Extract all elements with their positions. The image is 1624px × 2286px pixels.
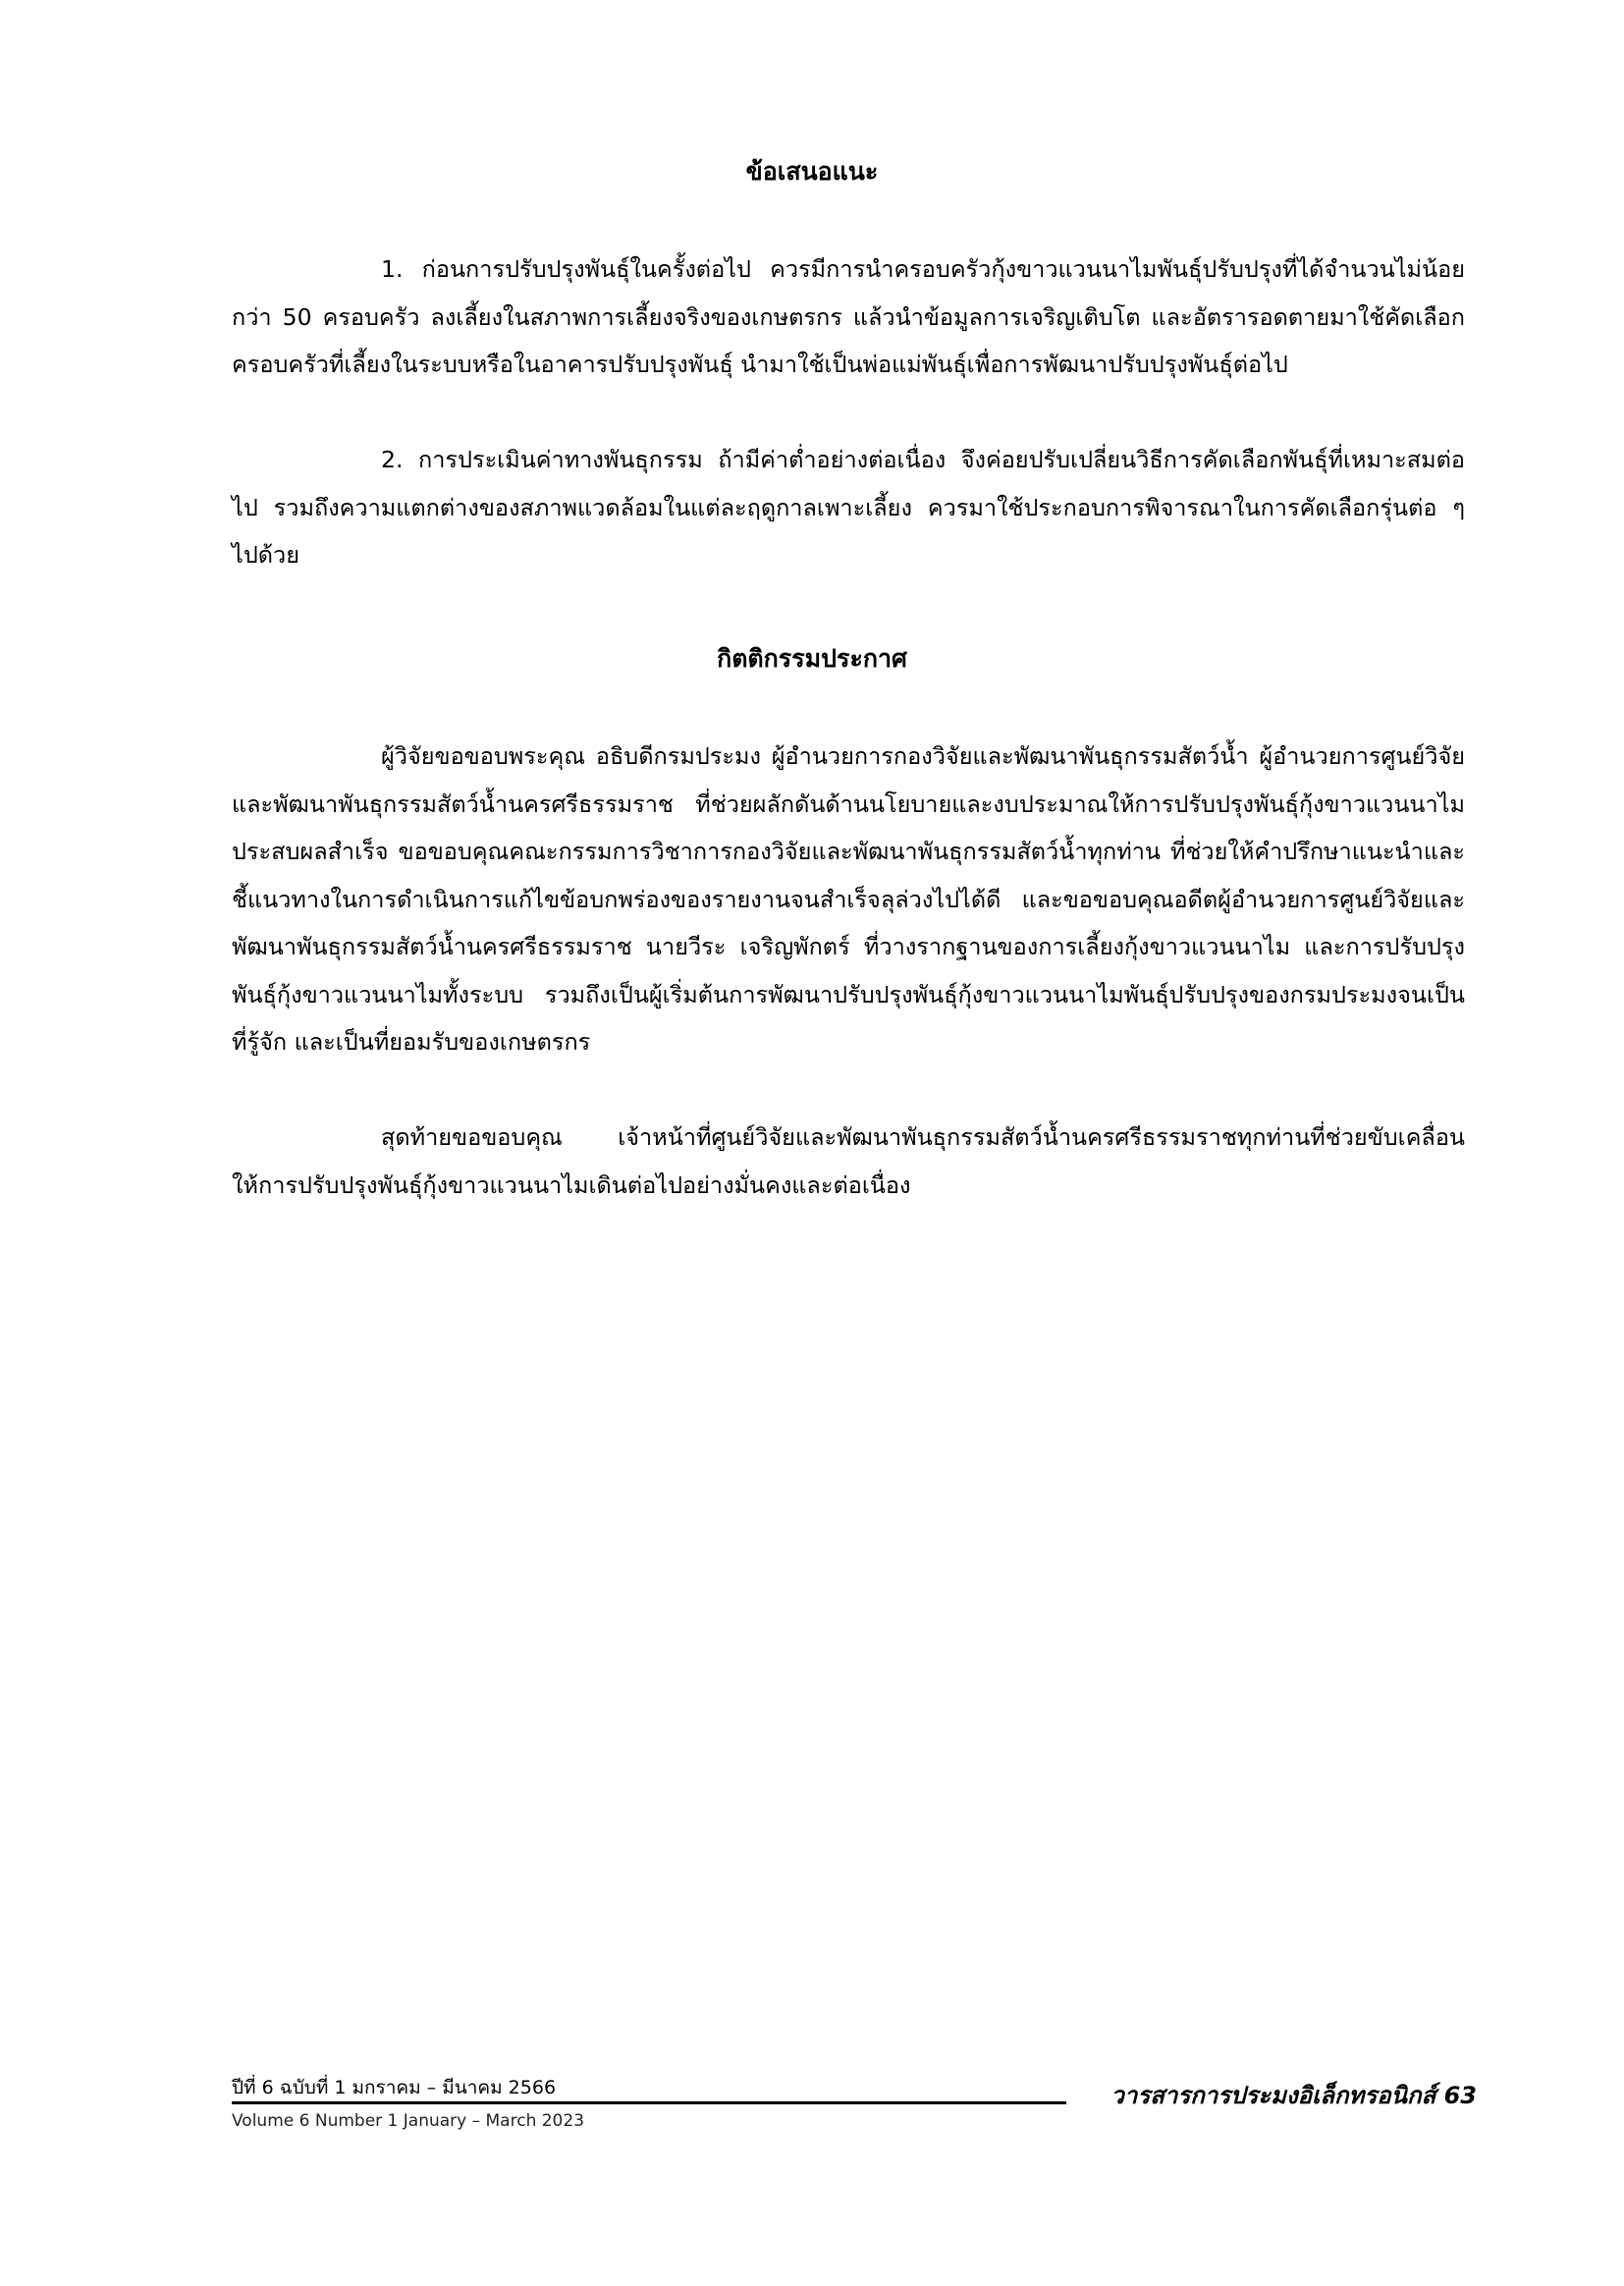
recommendation-item-2: 2. การประเมินค่าทางพันธุกรรม ถ้ามีค่าต่ำอย่างต่อเนื่อง จึงค่อยปรับเปลี่ยนวิธีการคัดเลือกพันธุ์ที่เหมาะสมต่อไป รวมถึงความแตกต่างของสภาพแวดล้อมในแต่ละฤดูกาลเพาะเลี้ยง ควรมาใช้ประกอบการพิจารณาในการคัดเลือกรุ่นต่อ ๆ ไปด้วย <box>232 446 1465 569</box>
footer-issue-english: Volume 6 Number 1 January – March 2023 <box>232 2111 585 2131</box>
footer-issue-thai: ปีที่ 6 ฉบับที่ 1 มกราคม – มีนาคม 2566 <box>232 2077 557 2098</box>
footer-divider <box>232 2101 1066 2104</box>
recommendation-item-1: 1. ก่อนการปรับปรุงพันธุ์ในครั้งต่อไป ควรมีการนำครอบครัวกุ้งขาวแวนนาไมพันธุ์ปรับปรุงที่ได้จำนวนไม่น้อยกว่า 50 ครอบครัว ลงเลี้ยงในสภาพการเลี้ยงจริงของเกษตรกร แล้วนำข้อมูลการเจริญเติบโต และอัตรารอดตายมาใช้คัดเลือกครอบครัวที่เลี้ยงในระบบหรือในอาคารปรับปรุงพันธุ์ นำมาใช้เป็นพ่อแม่พันธุ์เพื่อการพัฒนาปรับปรุงพันธุ์ต่อไป <box>232 255 1465 378</box>
acknowledgement-heading: กิตติกรรมประกาศ <box>717 644 907 673</box>
acknowledgement-paragraph-2: สุดท้ายขอขอบคุณ เจ้าหน้าที่ศูนย์วิจัยและพัฒนาพันธุกรรมสัตว์น้ำนครศรีธรรมราชทุกท่านที่ช่วยขับเคลื่อนให้การปรับปรุงพันธุ์กุ้งขาวแวนนาไมเดินต่อไปอย่างมั่นคงและต่อเนื่อง <box>232 1123 1465 1199</box>
recommendations-heading: ข้อเสนอแนะ <box>745 157 879 186</box>
acknowledgement-paragraph-1: ผู้วิจัยขอขอบพระคุณ อธิบดีกรมประมง ผู้อำนวยการกองวิจัยและพัฒนาพันธุกรรมสัตว์น้ำ ผู้อำนวยการศูนย์วิจัยและพัฒนาพันธุกรรมสัตว์น้ำนครศรีธรรมราช ที่ช่วยผลักดันด้านนโยบายและงบประมาณให้การปรับปรุงพันธุ์กุ้งขาวแวนนาไมประสบผลสำเร็จ ขอขอบคุณคณะกรรมการวิชาการกองวิจัยและพัฒนาพันธุกรรมสัตว์น้ำทุกท่าน ที่ช่วยให้คำปรึกษาแนะนำและชี้แนวทางในการดำเนินการแก้ไขข้อบกพร่องของรายงานจนสำเร็จลุล่วงไปได้ดี และขอขอบคุณอดีตผู้อำนวยการศูนย์วิจัยและพัฒนาพันธุกรรมสัตว์น้ำนครศรีธรรมราช นายวีระ เจริญพักตร์ ที่วางรากฐานของการเลี้ยงกุ้งขาวแวนนาไม และการปรับปรุงพันธุ์กุ้งขาวแวนนาไมทั้งระบบ รวมถึงเป็นผู้เริ่มต้นการพัฒนาปรับปรุงพันธุ์กุ้งขาวแวนนาไมพันธุ์ปรับปรุงของกรมประมงจนเป็นที่รู้จัก และเป็นที่ยอมรับของเกษตรกร <box>232 742 1465 1056</box>
footer-journal-page: วารสารการประมงอิเล็กทรอนิกส์ 63 <box>1110 2082 1477 2109</box>
